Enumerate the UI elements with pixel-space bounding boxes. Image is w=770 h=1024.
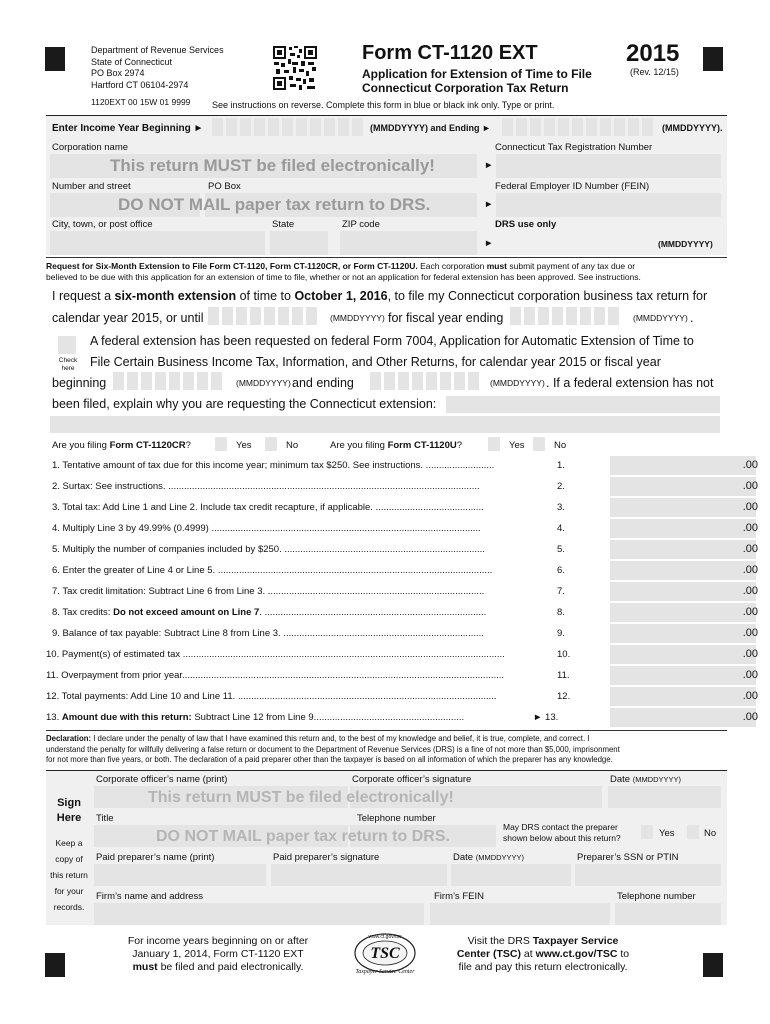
yes-label: Yes	[509, 440, 525, 451]
until-date-input[interactable]	[208, 307, 320, 325]
dept-line: State of Connecticut	[91, 56, 173, 67]
yes-label: Yes	[659, 828, 675, 839]
corporation-name-label: Corporation name	[52, 142, 129, 153]
footer-left-line-2: January 1, 2014, Form CT-1120 EXT	[132, 948, 304, 960]
line-item	[52, 582, 758, 601]
cents: .00	[742, 522, 758, 534]
request-line-1	[52, 289, 707, 303]
ct1120cr-yes-checkbox[interactable]	[215, 437, 227, 451]
keep-line: for your	[54, 886, 84, 896]
line-text: 1. Tentative amount of tax due for this income year; minimum tax $250. See instructions. ..........................	[52, 460, 495, 471]
line-text: 11. Overpayment from prior year..........................................................................................................................	[46, 670, 505, 681]
officer-date-field[interactable]	[608, 786, 721, 808]
line-text: 5. Multiply the number of companies included by $250. ............................................................................	[52, 544, 485, 555]
footer-right-line-3: file and pay this return electronically.	[458, 961, 628, 973]
keep-copy-note	[46, 835, 92, 915]
line-text: 3. Total tax: Add Line 1 and Line 2. Include tax credit recapture, if applicable. .........................................	[52, 502, 484, 513]
tsc-logo-text: TSC	[370, 945, 400, 962]
here-word: Here	[56, 812, 82, 824]
cents: .00	[742, 711, 758, 723]
federal-extension-line-2: File Certain Business Income Tax, Information, and Other Returns, for calendar year 2015 or fiscal year	[90, 355, 661, 369]
officer-name-label: Corporate officer’s name (print)	[96, 774, 228, 785]
footer-right-text: to	[617, 948, 630, 960]
line-amount-field[interactable]	[610, 498, 756, 517]
tsc-logo-url: www.ct.gov/tsc	[368, 934, 402, 940]
question-text: Are you filing	[330, 440, 388, 451]
line-item	[52, 519, 758, 538]
line-text: 4. Multiply Line 3 by 49.99% (0.4999) ......................................................................................................	[52, 523, 481, 534]
footer-left-note	[108, 935, 328, 974]
line-number: 7.	[557, 586, 565, 597]
question-mark: ?	[185, 440, 191, 451]
no-label: No	[704, 828, 717, 839]
line-item	[52, 456, 758, 475]
form-subtitle-1: Application for Extension of Time to File	[362, 67, 592, 81]
line-item	[52, 624, 758, 643]
footer-tsc-abbrev: Center (TSC)	[456, 948, 521, 960]
line-item	[46, 708, 758, 727]
line-text-bold: Amount due with this return:	[61, 712, 192, 723]
declaration-text-2: understand the penalty for willfully delivering a false return or document to the Department of Revenue Services (DRS) is a fine of not more than $5,000, imprisonment	[46, 744, 620, 754]
calendar-year-label: calendar year 2015, or until	[52, 311, 204, 325]
po-box-label: PO Box	[208, 181, 241, 192]
registration-mark-top-left	[45, 47, 65, 71]
line-amount-field[interactable]	[610, 687, 756, 706]
request-heading-line-2: believed to be due with this application for an extension of time to file, whether or not an application for federal extension has been approved. See instructions.	[46, 272, 641, 282]
line-item	[52, 498, 758, 517]
line-number: 6.	[557, 565, 565, 576]
sign-word: Sign	[57, 797, 81, 809]
income-year-begin-label: Enter Income Year Beginning ►	[52, 123, 204, 134]
line-amount-field[interactable]	[610, 645, 756, 664]
federal-extension-checkbox[interactable]	[58, 336, 76, 354]
line-amount-field[interactable]	[610, 561, 756, 580]
ct1120u-no-checkbox[interactable]	[533, 437, 545, 451]
contact-preparer-yes-checkbox[interactable]	[641, 825, 653, 839]
firm-phone-field[interactable]	[615, 903, 721, 925]
no-label: No	[286, 440, 299, 451]
form-subtitle-2: Connecticut Corporation Tax Return	[362, 81, 569, 95]
keep-line: records.	[53, 902, 85, 912]
officer-signature-label: Corporate officer’s signature	[352, 774, 472, 785]
may-drs-text: May DRS contact the preparer	[503, 822, 618, 832]
line-text-end: Subtract Line 12 from Line 9.........................................................	[191, 712, 465, 723]
preparer-ssn-field[interactable]	[575, 864, 721, 886]
check-here-label: Check here	[58, 357, 78, 372]
registration-mark-bottom-right	[703, 953, 723, 977]
section-divider	[46, 730, 727, 731]
ct1120u-question	[330, 440, 462, 451]
dept-line: Hartford CT 06104-2974	[91, 79, 189, 90]
footer-tsc-link[interactable]: www.ct.gov/TSC	[535, 948, 618, 960]
beginning-label: beginning	[52, 376, 107, 390]
line-number: 2.	[557, 481, 565, 492]
footer-right-text: at	[521, 948, 536, 960]
and-ending-label: and ending	[292, 376, 354, 390]
dept-line: PO Box 2974	[91, 68, 145, 78]
ct1120u-yes-checkbox[interactable]	[488, 437, 500, 451]
line-number: 10.	[557, 649, 571, 660]
line-item	[46, 687, 758, 706]
line-number: 1.	[557, 460, 565, 471]
question-text: Are you filing	[52, 440, 110, 451]
electronic-filing-watermark: This return MUST be filed electronically!	[148, 789, 454, 806]
shown-below-text: shown below about this return?	[503, 832, 621, 843]
preparer-date-field[interactable]	[451, 864, 571, 886]
line-text: 12. Total payments: Add Line 10 and Line 11. ..................................................................................................	[46, 691, 497, 702]
line-text-start: 8. Tax credits:	[52, 607, 114, 618]
line-item	[46, 666, 758, 685]
declaration-text-1: I declare under the penalty of law that I have examined this return and, to the best of my knowledge and belief, it is true, complete, and correct. I	[91, 734, 590, 743]
line-text: 7. Tax credit limitation: Subtract Line 6 from Line 3. ..................................................................................	[52, 586, 485, 597]
fiscal-year-format: (MMDDYYYY)	[633, 313, 688, 323]
income-year-end-input[interactable]	[502, 118, 656, 136]
federal-beginning-input[interactable]	[113, 372, 225, 390]
income-year-end-format: (MMDDYYYY).	[662, 123, 723, 133]
tsc-logo	[345, 928, 425, 978]
line-item	[46, 645, 758, 664]
until-date-format: (MMDDYYYY)	[330, 313, 385, 323]
line-text	[46, 712, 531, 723]
fein-field[interactable]	[496, 193, 721, 217]
registration-mark-bottom-left	[45, 953, 65, 977]
line-item	[52, 540, 758, 559]
line-text: 9. Balance of tax payable: Subtract Line 8 from Line 3. ............................................................................	[52, 628, 484, 639]
line-number: 12.	[557, 691, 571, 702]
line-text: 6. Enter the greater of Line 4 or Line 5. ........................................................................................................	[52, 565, 493, 576]
ct1120cr-no-checkbox[interactable]	[265, 437, 277, 451]
yes-label: Yes	[236, 440, 252, 451]
explanation-field-2[interactable]	[50, 416, 720, 433]
line-number: 3.	[557, 502, 565, 513]
registration-mark-top-right	[703, 47, 723, 71]
line-amount-field[interactable]	[610, 540, 756, 559]
line-amount-field[interactable]	[610, 666, 756, 685]
declaration-text-3: for not more than five years, or both. The declaration of a paid preparer other than the taxpayer is based on all information of which the preparer has any knowledge.	[46, 755, 613, 764]
six-month-extension: six-month extension	[114, 289, 237, 303]
line-number: 4.	[557, 523, 565, 534]
request-heading-must: must	[486, 261, 508, 271]
preparer-name-label: Paid preparer’s name (print)	[96, 852, 215, 863]
line-text-end: . ....................................................................................	[259, 607, 487, 618]
extension-date: October 1, 2016	[294, 289, 388, 303]
firm-fein-field[interactable]	[430, 903, 610, 925]
cents: .00	[742, 648, 758, 660]
line-amount-field[interactable]	[610, 456, 756, 475]
keep-line: Keep a	[55, 838, 83, 848]
title-label: Title	[96, 813, 114, 824]
cents: .00	[742, 690, 758, 702]
department-address	[91, 45, 224, 91]
line-number: ► 13.	[533, 712, 559, 723]
beginning-format: (MMDDYYYY)	[236, 378, 291, 388]
keep-line: copy of	[55, 854, 83, 864]
line-amount-field[interactable]	[610, 519, 756, 538]
federal-extension-line-1: A federal extension has been requested on federal Form 7004, Application for Automatic Extension of Time to	[90, 334, 694, 348]
form-code: 1120EXT 00 15W 01 9999	[91, 97, 191, 107]
do-not-mail-watermark: DO NOT MAIL paper tax return to DRS.	[118, 195, 431, 214]
dept-line: Department of Revenue Services	[91, 45, 224, 55]
footer-right-note	[438, 935, 648, 974]
form-title: Form CT-1120 EXT	[362, 42, 538, 64]
footer-left-line-1: For income years beginning on or after	[127, 935, 309, 947]
arrow-icon: ►	[484, 199, 494, 210]
instructions-note: See instructions on reverse. Complete this form in blue or black ink only. Type or print.	[212, 100, 555, 110]
preparer-name-field[interactable]	[94, 864, 266, 886]
no-label: No	[554, 440, 567, 451]
date-label	[610, 774, 681, 785]
request-text: , to file my Connecticut corporation business tax return for	[387, 289, 708, 303]
form-year: 2015	[626, 40, 680, 67]
cents: .00	[742, 585, 758, 597]
date-text: Date	[453, 852, 474, 863]
line-text: 2. Surtax: See instructions. ......................................................................................................................	[52, 481, 480, 492]
period: .	[690, 311, 694, 325]
form-ct1120cr: Form CT-1120CR	[109, 440, 186, 451]
cents: .00	[742, 627, 758, 639]
firm-fein-label: Firm’s FEIN	[434, 891, 484, 902]
line-text-start: 13.	[46, 712, 62, 723]
fiscal-year-ending-label: for fiscal year ending	[388, 311, 504, 325]
cents: .00	[742, 501, 758, 513]
zip-label: ZIP code	[342, 219, 380, 230]
may-drs-contact	[503, 822, 621, 843]
form-ct1120u: Form CT-1120U	[387, 440, 457, 451]
city-field[interactable]	[50, 231, 265, 255]
footer-must: must	[132, 961, 158, 973]
income-year-end-label: (MMDDYYYY) and Ending ►	[370, 123, 491, 133]
federal-ending-input[interactable]	[370, 372, 482, 390]
ct-registration-field[interactable]	[496, 154, 721, 178]
fein-label: Federal Employer ID Number (FEIN)	[495, 181, 650, 192]
request-heading-bold: Request for Six-Month Extension to File Form CT-1120, Form CT-1120CR, or Form CT-1120U.	[46, 261, 418, 271]
line-amount-field[interactable]	[610, 582, 756, 601]
request-heading-text-2: submit payment of any tax due or	[507, 261, 636, 271]
line-amount-field[interactable]	[610, 624, 756, 643]
request-text: I request a	[52, 289, 115, 303]
declaration	[46, 734, 731, 766]
preparer-ssn-label: Preparer’s SSN or PTIN	[577, 852, 679, 863]
request-heading-text: Each corporation	[417, 261, 487, 271]
ct-registration-label: Connecticut Tax Registration Number	[495, 142, 653, 153]
cents: .00	[742, 543, 758, 555]
preparer-signature-label: Paid preparer’s signature	[273, 852, 380, 863]
telephone-label: Telephone number	[357, 813, 436, 824]
cents: .00	[742, 480, 758, 492]
ct1120cr-question	[52, 440, 191, 451]
line-number: 11.	[557, 670, 570, 681]
firm-name-label: Firm’s name and address	[96, 891, 204, 902]
electronic-filing-watermark: This return MUST be filed electronically!	[110, 156, 435, 175]
date-format: (MMDDYYYY)	[632, 775, 682, 784]
line-amount-field[interactable]	[610, 708, 756, 727]
cents: .00	[742, 606, 758, 618]
firm-name-field[interactable]	[94, 903, 424, 925]
line-amount-field[interactable]	[610, 477, 756, 496]
preparer-date-label	[453, 852, 524, 863]
line-item	[52, 477, 758, 496]
firm-phone-label: Telephone number	[617, 891, 696, 902]
cents: .00	[742, 564, 758, 576]
line-text-bold: Do not exceed amount on Line 7	[113, 607, 260, 618]
preparer-signature-field[interactable]	[271, 864, 447, 886]
line-item	[52, 561, 758, 580]
form-revision: (Rev. 12/15)	[630, 67, 679, 77]
line-amount-field[interactable]	[610, 603, 756, 622]
zip-field[interactable]	[340, 231, 477, 255]
tsc-logo-caption: Taxpayer Service Center	[355, 969, 415, 975]
footer-right-text: Visit the DRS	[467, 935, 533, 947]
line-number: 5.	[557, 544, 565, 555]
line-text	[52, 607, 557, 618]
explanation-field-1[interactable]	[446, 396, 720, 413]
line-number: 9.	[557, 628, 565, 639]
number-street-label: Number and street	[52, 181, 131, 192]
declaration-label: Declaration:	[46, 734, 92, 743]
not-filed-text: . If a federal extension has not	[546, 376, 714, 390]
drs-use-label: DRS use only	[495, 219, 557, 230]
date-format: (MMDDYYYY)	[475, 853, 525, 862]
keep-line: this return	[50, 870, 88, 880]
fiscal-year-ending-input[interactable]	[510, 307, 622, 325]
line-text: 10. Payment(s) of estimated tax ..........................................................................................................................	[46, 649, 505, 660]
question-mark: ?	[456, 440, 463, 451]
explain-label: been filed, explain why you are requesting the Connecticut extension:	[52, 397, 437, 411]
section-divider	[46, 257, 727, 258]
state-label: State	[272, 219, 295, 230]
state-field[interactable]	[270, 231, 328, 255]
do-not-mail-watermark: DO NOT MAIL paper tax return to DRS.	[156, 828, 450, 845]
cents: .00	[742, 459, 758, 471]
contact-preparer-no-checkbox[interactable]	[687, 825, 699, 839]
cents: .00	[742, 669, 758, 681]
drs-date-format: (MMDDYYYY)	[658, 239, 713, 249]
footer-left-line-3: be filed and paid electronically.	[157, 961, 304, 973]
income-year-begin-input[interactable]	[212, 118, 366, 136]
line-number: 8.	[557, 607, 565, 618]
date-text: Date	[610, 774, 631, 785]
line-item	[52, 603, 758, 622]
arrow-icon: ►	[484, 238, 494, 249]
ending-format: (MMDDYYYY)	[490, 378, 545, 388]
sign-here-label	[52, 796, 86, 826]
arrow-icon: ►	[484, 160, 494, 171]
request-heading	[46, 261, 731, 283]
qr-code	[272, 45, 318, 91]
request-text: of time to	[236, 289, 295, 303]
city-label: City, town, or post office	[52, 219, 153, 230]
footer-tsc-name: Taxpayer Service	[532, 935, 619, 947]
